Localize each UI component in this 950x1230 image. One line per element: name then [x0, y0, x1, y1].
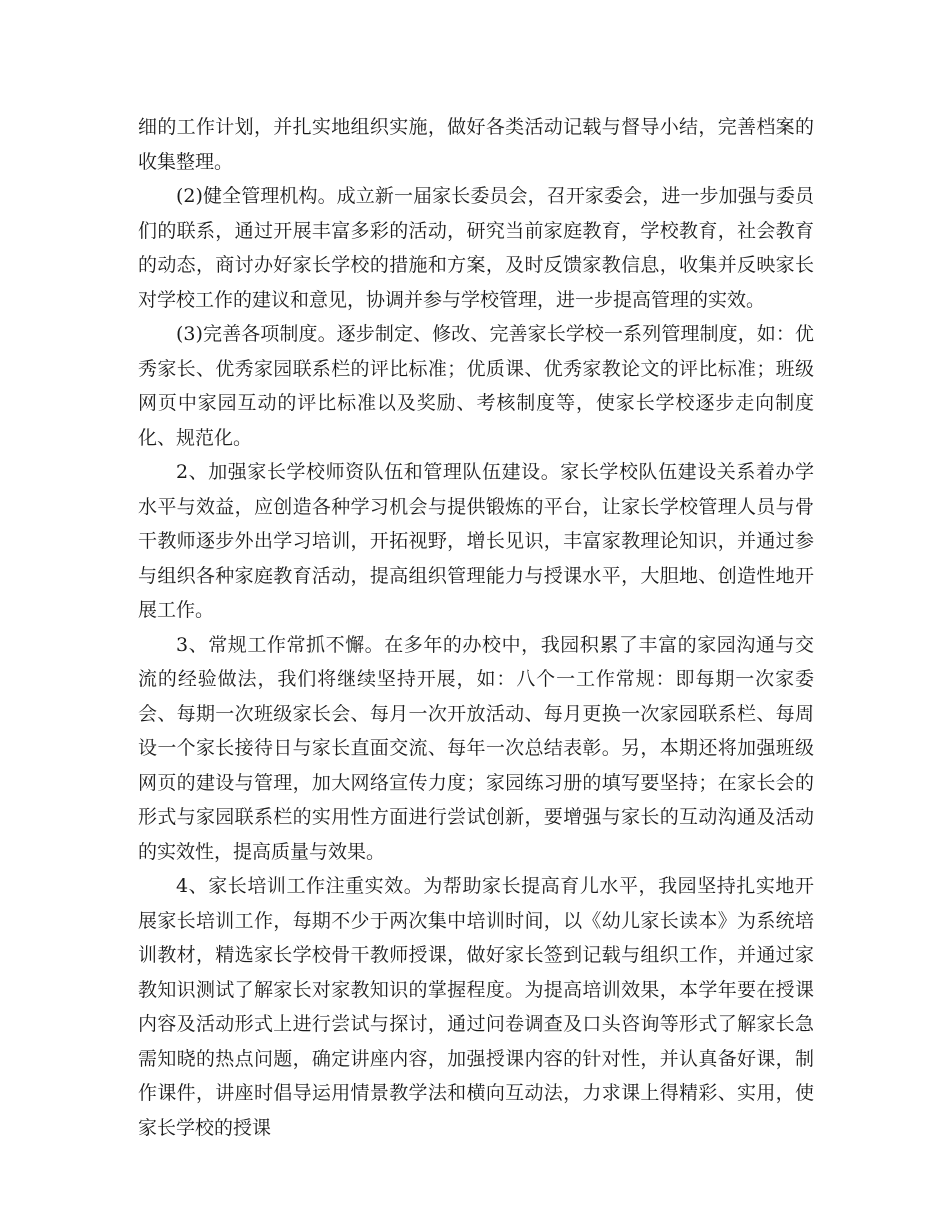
paragraph-parent-training: 4、家长培训工作注重实效。为帮助家长提高育儿水平，我园坚持扎实地开展家长培训工作，每期不少于两次集中培训时间，以《幼儿家长读本》为系统培训教材，精选家长学校骨干教师授课，做好家长签到记载与组织工作，并通过家教知识测试了解家长对家教知识的掌握程度。为提高培训效果，本学年要在授课内容及活动形式上进行尝试与探讨，通过问卷调查及口头咨询等形式了解家长急需知晓的热点问题，确定讲座内容，加强授课内容的针对性，并认真备好课，制作课件，讲座时倡导运用情景教学法和横向互动法，力求课上得精彩、实用，使家长学校的授课 — [138, 875, 814, 1139]
paragraph-routine-work: 3、常规工作常抓不懈。在多年的办校中，我园积累了丰富的家园沟通与交流的经验做法，我们将继续坚持开展，如：八个一工作常规：即每期一次家委会、每期一次班级家长会、每月一次开放活动、每月更换一次家园联系栏、每周设一个家长接待日与家长直面交流、每年一次总结表彰。另，本期还将加强班级网页的建设与管理，加大网络宣传力度；家园练习册的填写要坚持；在家长会的形式与家园联系栏的实用性方面进行尝试创新，要增强与家长的互动沟通及活动的实效性，提高质量与效果。 — [138, 633, 814, 863]
paragraph-management-structure: (2)健全管理机构。成立新一届家长委员会，召开家委会，进一步加强与委员们的联系，通过开展丰富多彩的活动，研究当前家庭教育，学校教育，社会教育的动态，商讨办好家长学校的措施和方案，及时反馈家教信息，收集并反映家长对学校工作的建议和意见，协调并参与学校管理，进一步提高管理的实效。 — [138, 185, 814, 311]
document-body — [138, 110, 814, 1145]
paragraph-teacher-team: 2、加强家长学校师资队伍和管理队伍建设。家长学校队伍建设关系着办学水平与效益，应创造各种学习机会与提供锻炼的平台，让家长学校管理人员与骨干教师逐步外出学习培训，开拓视野，增长见识，丰富家教理论知识，并通过参与组织各种家庭教育活动，提高组织管理能力与授课水平，大胆地、创造性地开展工作。 — [138, 461, 814, 621]
paragraph-rules-system: (3)完善各项制度。逐步制定、修改、完善家长学校一系列管理制度，如：优秀家长、优秀家园联系栏的评比标准；优质课、优秀家教论文的评比标准；班级网页中家园互动的评比标准以及奖励、考核制度等，使家长学校逐步走向制度化、规范化。 — [138, 323, 814, 449]
paragraph-continuation: 细的工作计划，并扎实地组织实施，做好各类活动记载与督导小结，完善档案的收集整理。 — [138, 116, 814, 173]
